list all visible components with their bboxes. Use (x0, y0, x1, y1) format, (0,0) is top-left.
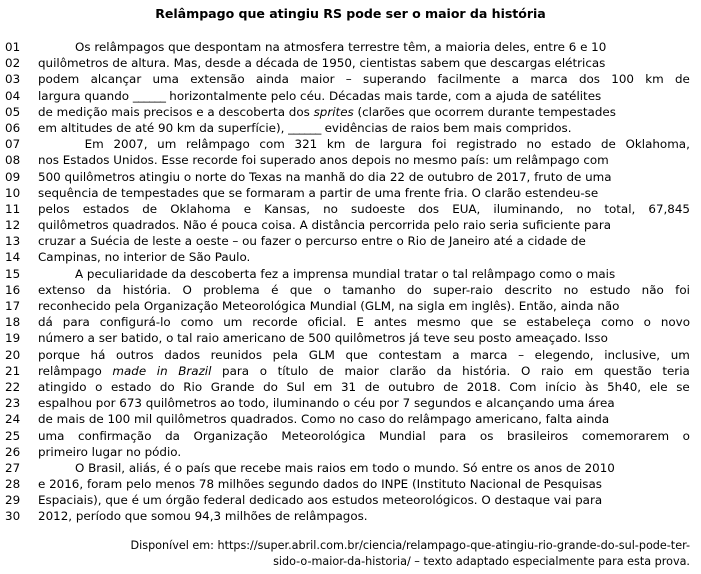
text-line (0, 185, 701, 201)
line-number: 17 (5, 299, 21, 313)
text-line (0, 444, 701, 460)
line-text: nos Estados Unidos. Esse recorde foi superado anos depois no mesmo país: um relâmpago com (38, 153, 609, 168)
line-text: 500 quilômetros atingiu o norte do Texas na manhã do dia 22 de outubro de 2017, fruto de uma (38, 169, 612, 184)
line-text: quilômetros quadrados. Não é pouca coisa. A distância percorrida pelo raio seria suficiente para (38, 218, 612, 233)
line-number: 03 (5, 72, 21, 87)
text-line (0, 347, 701, 363)
numbered-text-body (0, 39, 701, 525)
line-number: 18 (5, 315, 21, 330)
line-number: 08 (5, 153, 21, 168)
text-line (0, 169, 701, 185)
line-text: relâmpago made in Brazil para o título de maior clarão da história. O raio em questão teria (38, 363, 690, 378)
line-text: 2012, período que somou 94,3 milhões de relâmpagos. (38, 509, 368, 524)
line-number: 16 (5, 282, 21, 297)
line-text: sequência de tempestades que se formaram a partir de uma frente fria. O clarão estendeu-se (38, 185, 599, 200)
line-text: pelos estados de Oklahoma e Kansas, no sudoeste dos EUA, iluminando, no total, 67,845 (38, 201, 690, 216)
line-text: espalhou por 673 quilômetros ao todo, iluminando o céu por 7 segundos e alcançando uma área (38, 396, 615, 411)
line-text: Os relâmpagos que despontam na atmosfera terrestre têm, a maioria deles, entre 6 e 10 (75, 40, 607, 54)
line-number: 07 (5, 137, 21, 152)
fill-in-blank: ______ (288, 120, 321, 135)
line-number: 05 (5, 104, 21, 119)
line-text: de medição mais precisos e a descoberta dos sprites (clarões que ocorrem durante tempestades (38, 104, 616, 119)
line-number: 04 (5, 88, 21, 103)
line-text: porque há outros dados reunidos pela GLM que contestam a marca – elegendo, inclusive, um (38, 347, 690, 362)
line-text: uma confirmação da Organização Meteorológica Mundial para os brasileiros comemorarem o (38, 428, 690, 443)
line-number: 13 (5, 234, 21, 249)
source-line-1: Disponível em: https://super.abril.com.br/ciencia/relampago-que-atingiu-rio-grande-do-sul-pode-ter- (130, 539, 690, 552)
italic-term: sprites (313, 104, 354, 119)
line-text: em altitudes de até 90 km da superfície), ______ evidências de raios bem mais compridos. (38, 120, 572, 135)
fill-in-blank: ______ (132, 88, 166, 103)
line-number: 21 (5, 363, 21, 378)
line-text: quilômetros de altura. Mas, desde a década de 1950, cientistas sabem que descargas elétricas (38, 56, 606, 71)
text-line (0, 39, 701, 55)
line-number: 30 (5, 509, 21, 524)
line-number: 06 (5, 120, 21, 135)
line-number: 22 (5, 379, 21, 394)
line-text: Espaciais), que é um órgão federal dedicado aos estudos meteorológicos. O destaque vai para (38, 493, 603, 508)
line-number: 28 (5, 477, 21, 492)
text-line (0, 71, 701, 87)
line-text: Campinas, no interior de São Paulo. (38, 250, 251, 265)
line-text: atingido o estado do Rio Grande do Sul em 31 de outubro de 2018. Com início às 5h40, ele se (38, 379, 690, 394)
text-line (0, 104, 701, 120)
text-line (0, 282, 701, 298)
text-line (0, 508, 701, 524)
text-line (0, 201, 701, 217)
line-text: e 2016, foram pelo menos 78 milhões segundo dados do INPE (Instituto Nacional de Pesquisas (38, 477, 602, 492)
text-line (0, 88, 701, 104)
source-line-2: sido-o-maior-da-historia/ – texto adaptado especialmente para esta prova. (273, 554, 690, 568)
text-line (0, 428, 701, 444)
line-number: 15 (5, 266, 21, 281)
text-line (0, 460, 701, 476)
line-number: 10 (5, 185, 21, 200)
text-line (0, 55, 701, 71)
text-line (0, 136, 701, 152)
text-line (0, 249, 701, 265)
line-text: dá para configurá-lo como um recorde oficial. E antes mesmo que se estabeleça como o novo (38, 315, 690, 330)
line-number: 14 (5, 250, 21, 265)
line-text: extenso da história. O problema é que o tamanho do super-raio descrito no estudo não foi (38, 282, 690, 297)
source-citation (38, 538, 690, 569)
text-line (0, 120, 701, 136)
page-title: Relâmpago que atingiu RS pode ser o maior da história (155, 6, 546, 21)
line-text: primeiro lugar no pódio. (38, 444, 182, 459)
line-text: cruzar a Suécia de leste a oeste – ou fazer o percurso entre o Rio de Janeiro até a cidade de (38, 234, 586, 249)
line-number: 25 (5, 428, 21, 443)
text-line (0, 217, 701, 233)
text-line (0, 152, 701, 168)
line-number: 11 (5, 201, 21, 216)
line-number: 20 (5, 347, 21, 362)
line-number: 09 (5, 169, 21, 184)
italic-term: Brazil (178, 363, 212, 378)
line-text: largura quando ______ horizontalmente pelo céu. Décadas mais tarde, com a ajuda de satélites (38, 88, 602, 103)
line-number: 23 (5, 396, 21, 411)
text-line (0, 395, 701, 411)
line-number: 01 (5, 40, 21, 54)
text-line (0, 330, 701, 346)
text-line (0, 379, 701, 395)
line-number: 12 (5, 218, 21, 233)
line-number: 26 (5, 444, 21, 459)
line-text: de mais de 100 mil quilômetros quadrados. Como no caso do relâmpago americano, falta ainda (38, 412, 610, 427)
line-number: 24 (5, 412, 21, 427)
text-line (0, 363, 701, 379)
line-text: reconhecido pela Organização Meteorológica Mundial (GLM, na sigla em inglês). Então, ainda não (38, 299, 620, 313)
italic-term: made (112, 363, 147, 378)
line-number: 27 (5, 460, 21, 475)
text-line (0, 411, 701, 427)
text-line (0, 233, 701, 249)
line-text: número a ser batido, o tal raio americano de 500 quilômetros já teve seu posto ameaçado. Isso (38, 331, 608, 346)
line-number: 19 (5, 331, 21, 346)
line-text: A peculiaridade da descoberta fez a imprensa mundial tratar o tal relâmpago como o mais (75, 266, 616, 281)
italic-term: in (156, 363, 168, 378)
text-line (0, 298, 701, 314)
text-line (0, 492, 701, 508)
text-line (0, 266, 701, 282)
line-number: 29 (5, 493, 21, 508)
line-text: podem alcançar uma extensão ainda maior – superando facilmente a marca dos 100 km de (38, 72, 690, 87)
text-line (0, 314, 701, 330)
line-text: O Brasil, aliás, é o país que recebe mais raios em todo o mundo. Só entre os anos de 2010 (75, 460, 615, 475)
line-text: Em 2007, um relâmpago com 321 km de largura foi registrado no estado de Oklahoma, (84, 137, 690, 152)
text-line (0, 476, 701, 492)
line-number: 02 (5, 56, 21, 71)
